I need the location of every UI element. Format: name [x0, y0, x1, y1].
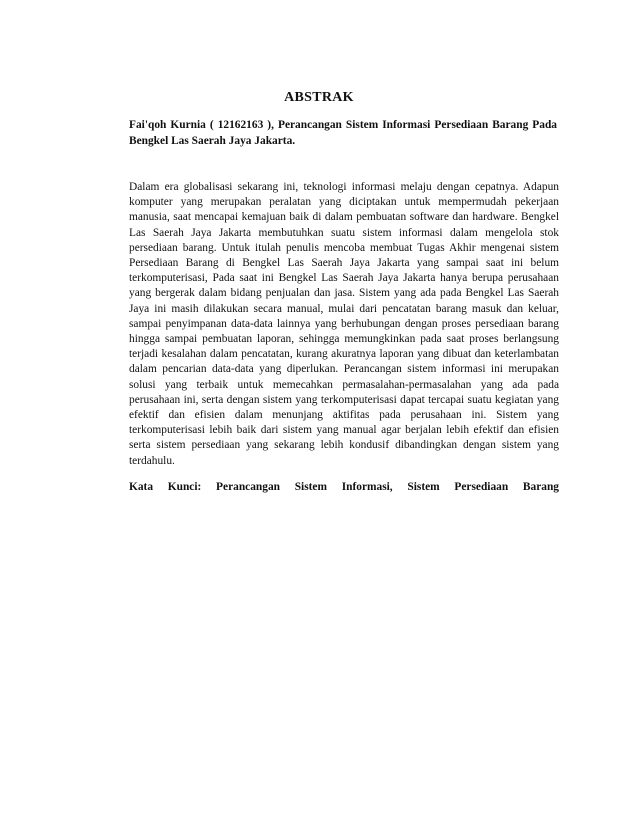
- author-heading: Fai'qoh Kurnia ( 12162163 ), Perancangan Sistem Informasi Persediaan Barang Pada Bengkel Las Saerah Jaya Jakarta.: [129, 119, 557, 147]
- keywords-line: Kata Kunci: Perancangan Sistem Informasi, Sistem Persediaan Barang: [129, 481, 559, 493]
- page-title: ABSTRAK: [284, 90, 354, 105]
- abstract-body: Dalam era globalisasi sekarang ini, teknologi informasi melaju dengan cepatnya. Adapun komputer yang merupakan peralatan yang diciptakan untuk mempermudah pekerjaan manusia, saat mencapai kemajuan baik di dalam pembuatan software dan hardware. Bengkel Las Saerah Jaya Jakarta membutuhkan suatu sistem informasi dalam mengelola stok persediaan barang. Untuk itulah penulis mencoba membuat Tugas Akhir mengenai sistem Persediaan Barang di Bengkel Las Saerah Jaya Jakarta yang sampai saat ini belum terkomputerisasi, Pada saat ini Bengkel Las Saerah Jaya Jakarta hanya berupa perusahaan yang bergerak dalam bidang penjualan dan jasa. Sistem yang ada pada Bengkel Las Saerah Jaya ini masih dilakukan secara manual, mulai dari pencatatan barang masuk dan keluar, sampai penyimpanan data-data lainnya yang berhubungan dengan proses persediaan barang hingga sampai pembuatan laporan, sehingga memungkinkan pada saat proses berlangsung terjadi kesalahan dalam pencatatan, kurang akuratnya laporan yang dibuat dan keterlambatan dalam pencarian data-data yang diperlukan. Perancangan sistem informasi ini merupakan solusi yang terbaik untuk memecahkan permasalahan-permasalahan yang ada pada perusahaan ini, serta dengan sistem yang terkomputerisasi dapat tercapai suatu kegiatan yang efektif dan efisien dalam menunjang aktifitas pada perusahaan ini. Sistem yang terkomputerisasi lebih baik dari sistem yang manual agar berjalan lebih efektif dan efisien serta sistem persediaan yang sekarang lebih kondusif dibandingkan dengan sistem yang terdahulu.: [129, 181, 559, 467]
